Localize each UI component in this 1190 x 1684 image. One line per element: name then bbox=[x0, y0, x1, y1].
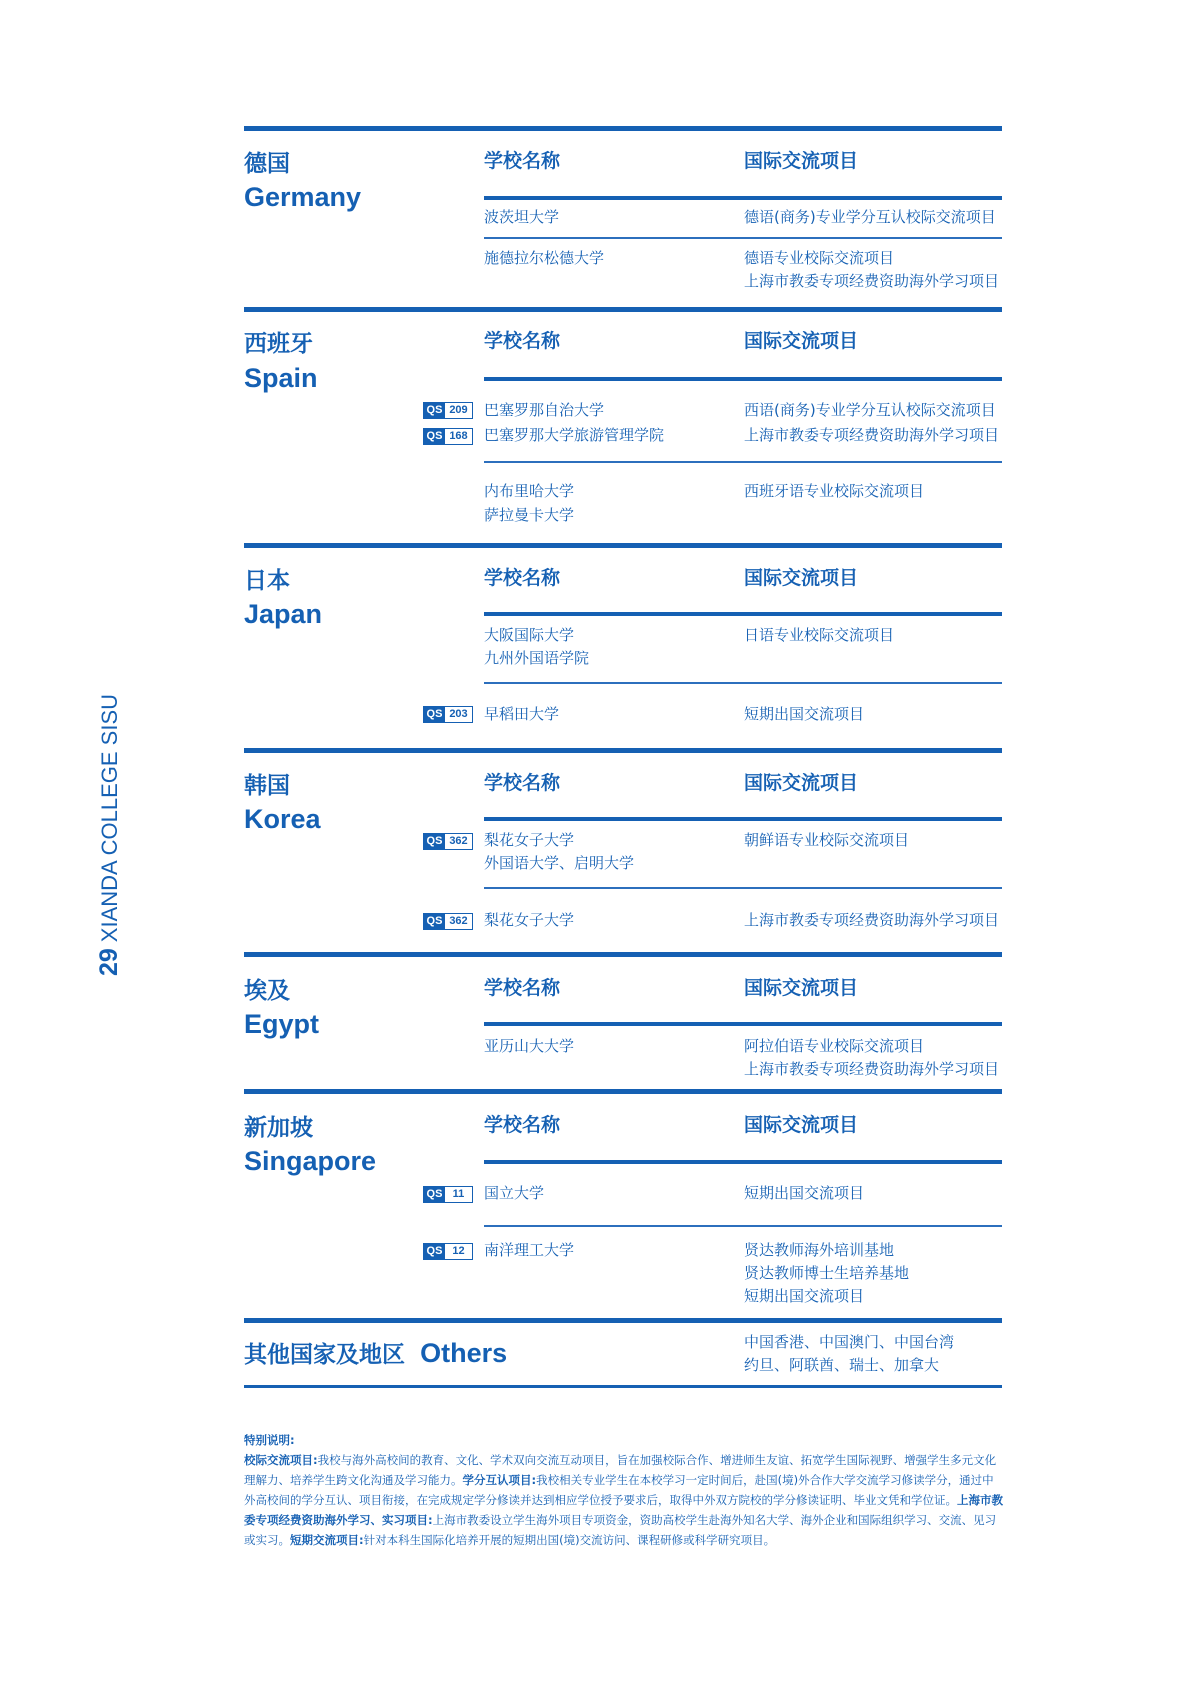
school-name: 内布里哈大学 bbox=[484, 482, 575, 500]
program-name: 短期出国交流项目 bbox=[744, 1287, 865, 1305]
program-name: 日语专业校际交流项目 bbox=[744, 626, 895, 644]
region-list: 中国香港、中国澳门、中国台湾 bbox=[744, 1333, 955, 1351]
section-divider bbox=[244, 1089, 1002, 1094]
school-name: 梨花女子大学 bbox=[484, 831, 575, 849]
note-title: 特别说明: bbox=[244, 1433, 295, 1447]
qs-rank: 209 bbox=[445, 403, 472, 418]
qs-label: QS bbox=[424, 834, 445, 849]
note-term: 学分互认项目: bbox=[462, 1473, 537, 1487]
country-name-cn: 其他国家及地区 bbox=[244, 1342, 405, 1368]
country-name-cn: 埃及 bbox=[244, 978, 290, 1004]
note-term: 上海市教委专项经费资助海外学习、实习项目: bbox=[244, 1493, 1003, 1527]
note-body bbox=[244, 1450, 1004, 1550]
program-header: 国际交流项目 bbox=[744, 150, 859, 172]
header-rule bbox=[484, 1022, 1002, 1026]
program-name: 朝鲜语专业校际交流项目 bbox=[744, 831, 910, 849]
program-name: 贤达教师博士生培养基地 bbox=[744, 1264, 910, 1282]
program-header: 国际交流项目 bbox=[744, 567, 859, 589]
program-header: 国际交流项目 bbox=[744, 977, 859, 999]
program-name: 上海市教委专项经费资助海外学习项目 bbox=[744, 272, 1000, 290]
qs-label: QS bbox=[424, 1244, 445, 1259]
header-rule bbox=[484, 196, 1002, 200]
row-divider bbox=[484, 461, 1002, 463]
program-name: 贤达教师海外培训基地 bbox=[744, 1241, 895, 1259]
program-name: 上海市教委专项经费资助海外学习项目 bbox=[744, 911, 1000, 929]
qs-rank: 362 bbox=[445, 914, 472, 929]
country-name-en: Germany bbox=[244, 182, 362, 212]
note-term: 校际交流项目: bbox=[244, 1453, 318, 1467]
program-name: 上海市教委专项经费资助海外学习项目 bbox=[744, 426, 1000, 444]
country-name-en: Spain bbox=[244, 363, 318, 393]
program-name: 西班牙语专业校际交流项目 bbox=[744, 482, 925, 500]
program-name: 阿拉伯语专业校际交流项目 bbox=[744, 1037, 925, 1055]
school-name: 梨花女子大学 bbox=[484, 911, 575, 929]
school-name: 早稻田大学 bbox=[484, 705, 560, 723]
school-name: 大阪国际大学 bbox=[484, 626, 575, 644]
qs-rank-badge bbox=[423, 1186, 473, 1203]
qs-rank: 11 bbox=[445, 1187, 472, 1202]
school-header: 学校名称 bbox=[484, 772, 561, 794]
others-title bbox=[244, 1340, 507, 1367]
special-note bbox=[244, 1430, 1004, 1550]
qs-label: QS bbox=[424, 403, 445, 418]
note-text: 我校相关专业学生在本校学习一定时间后，赴国(境)外合作大学交流学习修读学分，通过中外高校间的学分互认、项目衔接，在完成规定学分修读并达到相应学位授予要求后，取得中外双方院校的学分修读证明、毕业文凭和学位证。 bbox=[244, 1473, 994, 1507]
program-name: 德语(商务)专业学分互认校际交流项目 bbox=[744, 208, 996, 226]
qs-rank-badge bbox=[423, 833, 473, 850]
school-name: 国立大学 bbox=[484, 1184, 545, 1202]
school-name: 施德拉尔松德大学 bbox=[484, 249, 605, 267]
program-name: 西语(商务)专业学分互认校际交流项目 bbox=[744, 401, 996, 419]
school-name: 波茨坦大学 bbox=[484, 208, 560, 226]
country-name-cn: 日本 bbox=[244, 568, 290, 594]
row-divider bbox=[484, 887, 1002, 889]
program-name: 上海市教委专项经费资助海外学习项目 bbox=[744, 1060, 1000, 1078]
header-rule bbox=[484, 612, 1002, 616]
country-name-en: Korea bbox=[244, 804, 321, 834]
school-header: 学校名称 bbox=[484, 1114, 561, 1136]
qs-rank: 362 bbox=[445, 834, 472, 849]
country-name-cn: 西班牙 bbox=[244, 331, 313, 357]
qs-rank-badge bbox=[423, 402, 473, 419]
region-list: 约旦、阿联酋、瑞士、加拿大 bbox=[744, 1356, 940, 1374]
country-name-cn: 新加坡 bbox=[244, 1115, 313, 1141]
country-name-en: Others bbox=[420, 1338, 508, 1368]
sidebar-label bbox=[95, 694, 124, 976]
school-header: 学校名称 bbox=[484, 977, 561, 999]
school-name: 南洋理工大学 bbox=[484, 1241, 575, 1259]
header-rule bbox=[484, 377, 1002, 381]
country-name-cn: 德国 bbox=[244, 151, 290, 177]
qs-label: QS bbox=[424, 1187, 445, 1202]
school-name: 亚历山大大学 bbox=[484, 1037, 575, 1055]
country-name-en: Egypt bbox=[244, 1009, 320, 1039]
school-name: 萨拉曼卡大学 bbox=[484, 506, 575, 524]
note-term: 短期交流项目: bbox=[290, 1533, 364, 1547]
section-divider bbox=[244, 307, 1002, 312]
program-name: 短期出国交流项目 bbox=[744, 1184, 865, 1202]
row-divider bbox=[484, 237, 1002, 239]
school-name: 外国语大学、启明大学 bbox=[484, 854, 635, 872]
program-name: 德语专业校际交流项目 bbox=[744, 249, 895, 267]
qs-rank: 168 bbox=[445, 429, 472, 444]
school-header: 学校名称 bbox=[484, 330, 561, 352]
note-text: 针对本科生国际化培养开展的短期出国(境)交流访问、课程研修或科学研究项目。 bbox=[363, 1533, 776, 1547]
school-name: 巴塞罗那大学旅游管理学院 bbox=[484, 426, 665, 444]
section-divider bbox=[244, 1318, 1002, 1323]
qs-rank-badge bbox=[423, 706, 473, 723]
program-name: 短期出国交流项目 bbox=[744, 705, 865, 723]
program-header: 国际交流项目 bbox=[744, 772, 859, 794]
school-name: 巴塞罗那自治大学 bbox=[484, 401, 605, 419]
section-divider bbox=[244, 543, 1002, 548]
country-name-en: Singapore bbox=[244, 1146, 377, 1176]
note-text: 上海市教委设立学生海外项目专项资金，资助高校学生赴海外知名大学、海外企业和国际组织学习、交流、见习或实习。 bbox=[244, 1513, 997, 1547]
section-divider bbox=[244, 126, 1002, 131]
qs-label: QS bbox=[424, 429, 445, 444]
header-rule bbox=[484, 1160, 1002, 1164]
qs-label: QS bbox=[424, 707, 445, 722]
program-header: 国际交流项目 bbox=[744, 330, 859, 352]
section-divider bbox=[244, 952, 1002, 957]
note-text: 我校与海外高校间的教育、文化、学术双向交流互动项目，旨在加强校际合作、增进师生友谊、拓宽学生国际视野、增强学生多元文化理解力、培养学生跨文化沟通及学习能力。 bbox=[244, 1453, 997, 1487]
qs-label: QS bbox=[424, 914, 445, 929]
header-rule bbox=[484, 817, 1002, 821]
program-header: 国际交流项目 bbox=[744, 1114, 859, 1136]
qs-rank-badge bbox=[423, 1243, 473, 1260]
country-name-en: Japan bbox=[244, 599, 323, 629]
page-number: 29 bbox=[95, 948, 123, 976]
country-name-cn: 韩国 bbox=[244, 773, 290, 799]
school-header: 学校名称 bbox=[484, 150, 561, 172]
qs-rank-badge bbox=[423, 913, 473, 930]
brand-name: XIANDA COLLEGE SISU bbox=[97, 693, 122, 943]
school-header: 学校名称 bbox=[484, 567, 561, 589]
section-divider bbox=[244, 1385, 1002, 1388]
school-name: 九州外国语学院 bbox=[484, 649, 590, 667]
qs-rank: 12 bbox=[445, 1244, 472, 1259]
row-divider bbox=[484, 682, 1002, 684]
section-divider bbox=[244, 748, 1002, 753]
qs-rank: 203 bbox=[445, 707, 472, 722]
qs-rank-badge bbox=[423, 428, 473, 445]
row-divider bbox=[484, 1225, 1002, 1227]
